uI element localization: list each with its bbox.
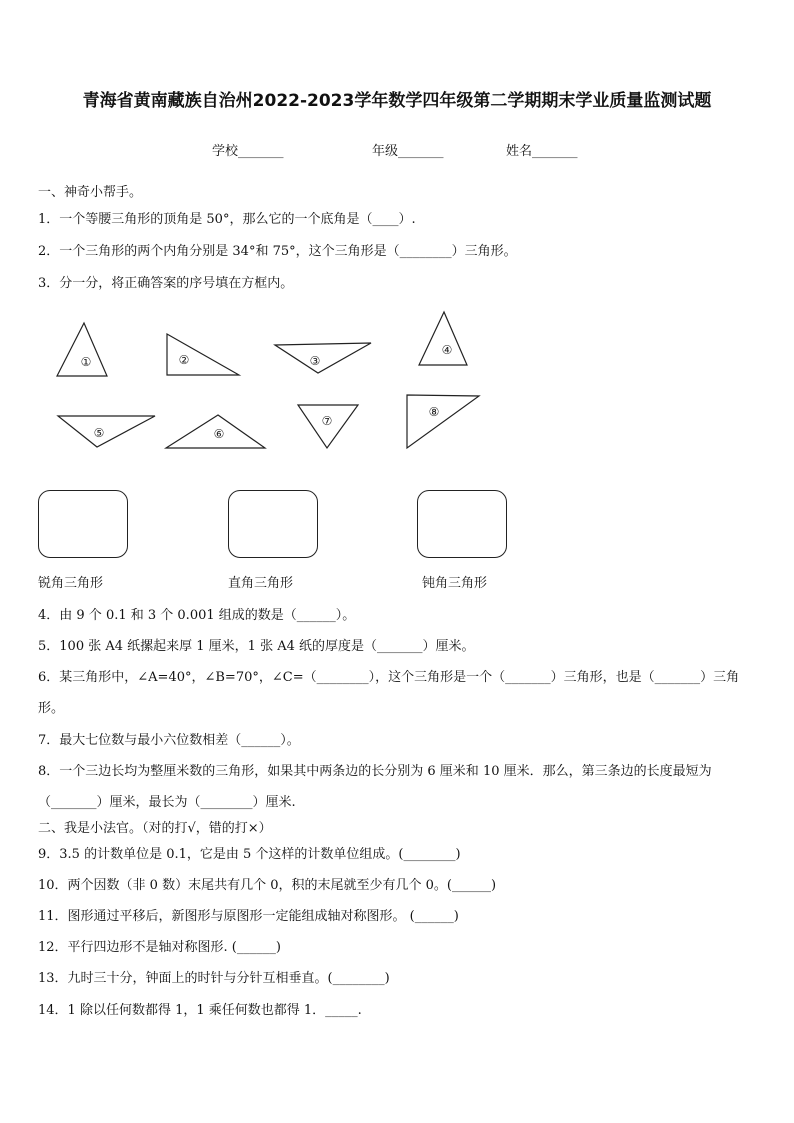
triangle-label-1: ① [80,355,92,369]
question-4: 4．由 9 个 0.1 和 3 个 0.001 组成的数是（______）。 [38,608,356,623]
triangle-figures [0,300,794,460]
triangle-label-6: ⑥ [213,427,225,441]
question-10: 10．两个因数（非 0 数）末尾共有几个 0，积的末尾就至少有几个 0。(______) [38,878,497,893]
school-field[interactable]: 学校_______ [212,144,284,159]
triangle-label-8: ⑧ [428,405,440,419]
question-6: 6．某三角形中，∠A=40°，∠B=70°，∠C=（________），这个三角形是一个（_______）三角形，也是（_______）三角 [38,670,740,685]
box-label-acute: 锐角三角形 [38,576,104,591]
section-heading-2: 二、我是小法官。（对的打√，错的打×） [38,821,272,836]
triangle-3 [275,343,371,373]
page-title: 青海省黄南藏族自治州2022-2023学年数学四年级第二学期期末学业质量监测试题 [82,91,712,111]
triangle-label-7: ⑦ [321,414,333,428]
triangle-label-5: ⑤ [93,426,105,440]
answer-box-acute[interactable] [38,490,128,558]
question-11: 11．图形通过平移后，新图形与原图形一定能组成轴对称图形。 (______) [38,909,459,924]
question-5: 5．100 张 A4 纸摞起来厚 1 厘米，1 张 A4 纸的厚度是（_______）厘米。 [38,639,475,654]
question-13: 13．九时三十分，钟面上的时针与分针互相垂直。(________) [38,971,390,986]
box-label-right: 直角三角形 [228,576,294,591]
question-7: 7．最大七位数与最小六位数相差（______）。 [38,733,300,748]
section-heading-1: 一、神奇小帮手。 [38,185,143,200]
triangle-label-3: ③ [309,354,321,368]
question-14: 14．1 除以任何数都得 1，1 乘任何数也都得 1．_____. [38,1003,362,1018]
answer-box-obtuse[interactable] [417,490,507,558]
question-9: 9．3.5 的计数单位是 0.1，它是由 5 个这样的计数单位组成。(________) [38,847,461,862]
name-field[interactable]: 姓名_______ [506,144,578,159]
triangle-label-2: ② [178,353,190,367]
question-1: 1．一个等腰三角形的顶角是 50°，那么它的一个底角是（____）. [38,212,416,227]
triangle-5 [58,416,155,447]
answer-box-right[interactable] [228,490,318,558]
question-8: 8．一个三边长均为整厘米数的三角形，如果其中两条边的长分别为 6 厘米和 10 厘米．那么，第三条边的长度最短为 [38,764,712,779]
grade-field[interactable]: 年级_______ [372,144,444,159]
triangle-8 [407,395,479,448]
question-6-cont: 形。 [38,701,65,716]
box-label-obtuse: 钝角三角形 [422,576,488,591]
triangle-4 [419,312,467,365]
question-3: 3．分一分，将正确答案的序号填在方框内。 [38,276,294,291]
question-8-cont: （_______）厘米，最长为（________）厘米. [38,795,296,810]
question-12: 12．平行四边形不是轴对称图形. (______) [38,940,281,955]
triangle-label-4: ④ [441,343,453,357]
question-2: 2．一个三角形的两个内角分别是 34°和 75°，这个三角形是（________）三角形。 [38,244,517,259]
